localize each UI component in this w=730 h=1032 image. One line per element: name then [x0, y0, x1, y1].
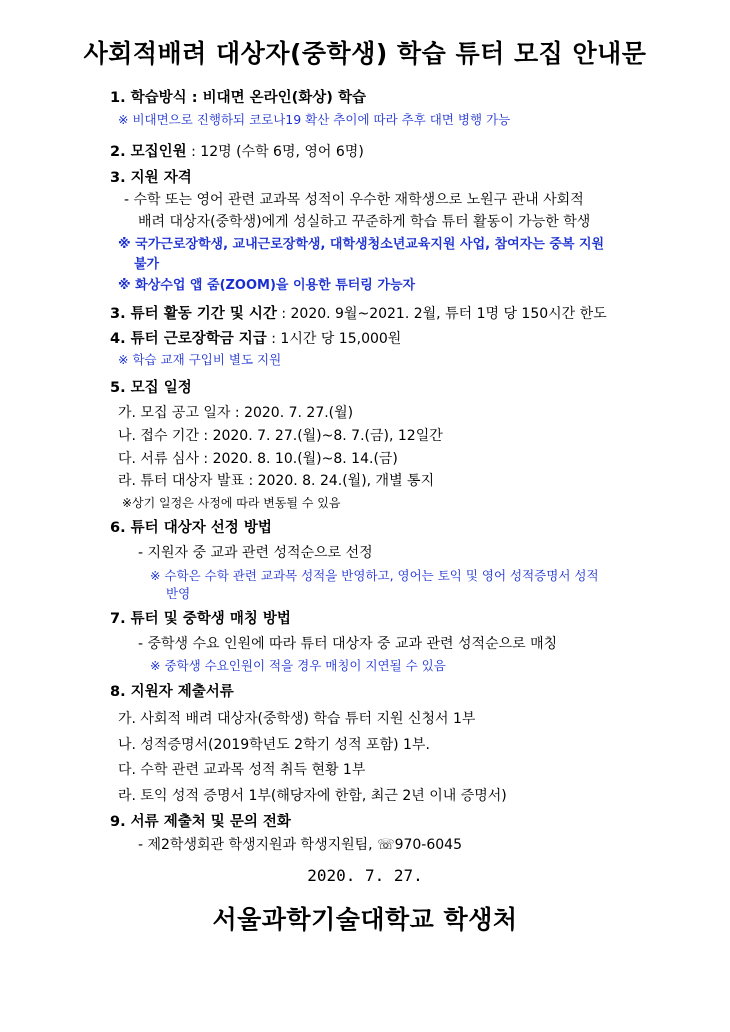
- section-2: [110, 142, 364, 162]
- section-selection-heading: 6. 튜터 대상자 선정 방법: [110, 520, 272, 536]
- matching-note: ※ 중학생 수요인원이 적을 경우 매칭이 지연될 수 있음: [150, 658, 446, 673]
- section-3-note2: ※ 화상수업 앱 줌(ZOOM)을 이용한 튜터링 가능자: [118, 278, 416, 293]
- section-pay-heading: 4. 튜터 근로장학금 지급: [110, 331, 267, 347]
- page-title: 사회적배려 대상자(중학생) 학습 튜터 모집 안내문: [83, 39, 647, 68]
- section-3-note1: ※ 국가근로장학생, 교내근로장학생, 대학생청소년교육지원 사업, 참여자는 중복 지원: [118, 237, 605, 252]
- section-2-value: : 12명 (수학 6명, 영어 6명): [186, 144, 364, 160]
- section-1-heading: 1. 학습방식 : 비대면 온라인(화상) 학습: [110, 90, 366, 106]
- notice-date: 2020. 7. 27.: [307, 866, 423, 885]
- section-3-note1-cont: 불가: [134, 257, 160, 272]
- section-pay: [110, 329, 401, 349]
- section-activity: [110, 304, 607, 324]
- section-3-heading: 3. 지원 자격: [110, 170, 192, 186]
- section-documents-heading: 8. 지원자 제출서류: [110, 684, 234, 700]
- section-1-note: ※ 비대면으로 진행하되 코로나19 확산 추이에 따라 추후 대면 병행 가능: [118, 112, 511, 127]
- document-item: 라. 토익 성적 증명서 1부(해당자에 한함, 최근 2년 이내 증명서): [118, 788, 507, 804]
- section-activity-value: : 2020. 9월~2021. 2월, 튜터 1명 당 150시간 한도: [276, 306, 607, 322]
- section-pay-note: ※ 학습 교재 구입비 별도 지원: [118, 352, 282, 367]
- section-matching-heading: 7. 튜터 및 중학생 매칭 방법: [110, 611, 291, 627]
- section-3-line2: 배려 대상자(중학생)에게 성실하고 꾸준하게 학습 튜터 활동이 가능한 학생: [138, 214, 591, 230]
- section-pay-value: : 1시간 당 15,000원: [266, 331, 402, 347]
- section-contact-heading: 9. 서류 제출처 및 문의 전화: [110, 814, 291, 830]
- schedule-item: 나. 접수 기간 : 2020. 7. 27.(월)~8. 7.(금), 12일간: [118, 428, 443, 444]
- selection-line: - 지원자 중 교과 관련 성적순으로 선정: [138, 545, 373, 561]
- document-item: 다. 수학 관련 교과목 성적 취득 현황 1부: [118, 762, 366, 778]
- issuing-organization: 서울과학기술대학교 학생처: [212, 905, 518, 934]
- document-item: 가. 사회적 배려 대상자(중학생) 학습 튜터 지원 신청서 1부: [118, 711, 476, 727]
- schedule-item: 다. 서류 심사 : 2020. 8. 10.(월)~8. 14.(금): [118, 451, 398, 467]
- section-3-line1: - 수학 또는 영어 관련 교과목 성적이 우수한 재학생으로 노원구 관내 사회적: [124, 192, 584, 208]
- selection-note: ※ 수학은 수학 관련 교과목 성적을 반영하고, 영어는 토익 및 영어 성적증명서 성적: [150, 568, 599, 583]
- section-schedule-heading: 5. 모집 일정: [110, 380, 192, 396]
- matching-line: - 중학생 수요 인원에 따라 튜터 대상자 중 교과 관련 성적순으로 매칭: [138, 636, 558, 652]
- schedule-item: 라. 튜터 대상자 발표 : 2020. 8. 24.(월), 개별 통지: [118, 473, 435, 489]
- contact-line: - 제2학생회관 학생지원과 학생지원팀, ☏970-6045: [138, 837, 462, 853]
- selection-note-cont: 반영: [166, 586, 191, 601]
- section-2-heading: 2. 모집인원: [110, 144, 187, 160]
- schedule-item: 가. 모집 공고 일자 : 2020. 7. 27.(월): [118, 405, 354, 421]
- section-activity-heading: 3. 튜터 활동 기간 및 시간: [110, 306, 277, 322]
- schedule-note: ※상기 일정은 사정에 따라 변동될 수 있음: [122, 496, 341, 510]
- document-item: 나. 성적증명서(2019학년도 2학기 성적 포함) 1부.: [118, 737, 430, 753]
